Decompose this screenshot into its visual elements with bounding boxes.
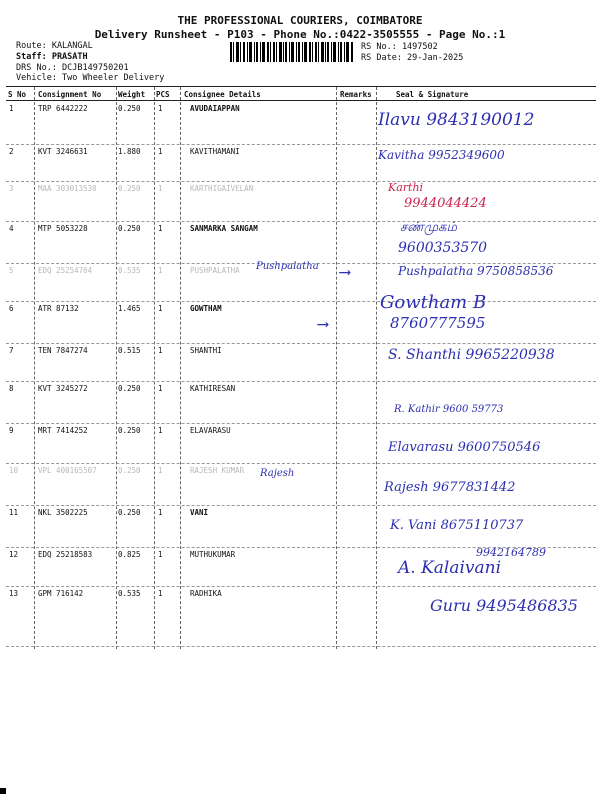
cell-pcs: 1	[158, 304, 163, 313]
cell-weight: 0.250	[118, 426, 141, 435]
cell-weight: 0.250	[118, 508, 141, 517]
row-divider	[6, 505, 596, 506]
cell-cons: MTP 5053228	[38, 224, 88, 233]
row-divider	[6, 586, 596, 587]
cell-weight: 0.250	[118, 104, 141, 113]
cell-weight: 1.465	[118, 304, 141, 313]
row-divider	[6, 381, 596, 382]
handwriting-16: K. Vani 8675110737	[390, 518, 524, 533]
cell-weight: 0.825	[118, 550, 141, 559]
handwriting-18: A. Kalaivani	[398, 558, 502, 578]
cell-weight: 0.535	[118, 266, 141, 275]
row-divider	[6, 181, 596, 182]
handwriting-14: Rajesh	[260, 468, 295, 479]
cell-name: KATHIRESAN	[190, 384, 236, 393]
col-consignee: Consignee Details	[184, 90, 261, 99]
runsheet-table	[6, 86, 596, 649]
handwriting-19: Guru 9495486835	[430, 596, 578, 615]
cell-sno: 13	[9, 589, 19, 598]
handwriting-15: Rajesh 9677831442	[384, 480, 516, 495]
cell-weight: 0.250	[118, 384, 141, 393]
col-pcs: PCS	[156, 90, 170, 99]
col-remarks: Remarks	[340, 90, 372, 99]
cell-cons: TEN 7847274	[38, 346, 88, 355]
cell-cons: VPL 400165507	[38, 466, 97, 475]
row-divider	[6, 343, 596, 344]
cell-sno: 7	[9, 346, 14, 355]
handwriting-17: 9942164789	[476, 546, 546, 559]
cell-name: SANMARKA SANGAM	[190, 224, 258, 233]
cell-sno: 5	[9, 266, 14, 275]
cell-weight: 0.250	[118, 224, 141, 233]
cell-pcs: 1	[158, 589, 163, 598]
cell-pcs: 1	[158, 147, 163, 156]
cell-sno: 10	[9, 466, 19, 475]
cell-cons: EDQ 25218583	[38, 550, 93, 559]
cell-weight: 0.535	[118, 589, 141, 598]
cell-cons: KVT 3246631	[38, 147, 88, 156]
cell-name: SHANTHI	[190, 346, 222, 355]
cell-sno: 12	[9, 550, 19, 559]
cell-pcs: 1	[158, 466, 163, 475]
handwriting-2: Kavitha 9952349600	[378, 148, 505, 162]
handwriting-12: R. Kathir 9600 59773	[394, 404, 504, 415]
cell-sno: 1	[9, 104, 14, 113]
cell-name: KARTHIGAIVELAN	[190, 184, 254, 193]
handwriting-3: Karthi	[388, 181, 424, 194]
cell-sno: 4	[9, 224, 14, 233]
row-divider	[6, 144, 596, 145]
arrow-icon: ⟶	[340, 262, 350, 281]
row-divider	[6, 646, 596, 647]
handwriting-5: சண்முகம்	[400, 220, 457, 235]
handwriting-6: 9600353570	[398, 240, 488, 256]
handwriting-4: 9944044424	[404, 196, 487, 211]
cell-weight: 0.515	[118, 346, 141, 355]
cell-name: ELAVARASU	[190, 426, 231, 435]
rs-date: RS Date: 29-Jan-2025	[361, 53, 464, 63]
cell-name: RAJESH KUMAR	[190, 466, 245, 475]
handwriting-7: Pushpalatha	[256, 261, 319, 272]
barcode-image	[230, 42, 355, 58]
cell-cons: GPM 716142	[38, 589, 84, 598]
cell-sno: 6	[9, 304, 14, 313]
route-label: Route: KALANGAL	[16, 41, 93, 51]
arrow-icon-2: ⟶	[318, 314, 328, 333]
handwriting-13: Elavarasu 9600750546	[388, 440, 541, 455]
col-sno: S No	[8, 90, 27, 99]
document-subtitle: Delivery Runsheet - P103 - Phone No.:0422-3505555 - Page No.:1	[94, 28, 506, 41]
handwriting-9: Gowtham B	[380, 292, 487, 313]
cell-weight: 1.880	[118, 147, 141, 156]
row-divider	[6, 423, 596, 424]
rs-number: RS No.: 1497502	[361, 42, 438, 52]
cell-cons: EDQ 25254764	[38, 266, 93, 275]
document-title: THE PROFESSIONAL COURIERS, COIMBATORE	[177, 14, 423, 27]
cell-cons: KVT 3245272	[38, 384, 88, 393]
handwriting-8: Pushpalatha 9750858536	[398, 264, 554, 278]
cell-pcs: 1	[158, 184, 163, 193]
cell-pcs: 1	[158, 426, 163, 435]
handwriting-10: 8760777595	[390, 314, 486, 332]
cell-pcs: 1	[158, 346, 163, 355]
cell-cons: NKL 3502225	[38, 508, 88, 517]
cell-cons: MRT 7414252	[38, 426, 88, 435]
cell-name: KAVITHAMANI	[190, 147, 240, 156]
cell-name: AVUDAIAPPAN	[190, 104, 240, 113]
drs-label: DRS No.: DCJB149750201	[16, 63, 129, 73]
staff-label: Staff: PRASATH	[16, 52, 88, 62]
cell-pcs: 1	[158, 550, 163, 559]
cell-weight: 0.250	[118, 466, 141, 475]
cell-weight: 0.250	[118, 184, 141, 193]
cell-name: PUSHPALATHA	[190, 266, 240, 275]
cell-pcs: 1	[158, 266, 163, 275]
cell-name: GOWTHAM	[190, 304, 222, 313]
cell-pcs: 1	[158, 508, 163, 517]
col-seal: Seal & Signature	[396, 90, 469, 99]
cell-name: MUTHUKUMAR	[190, 550, 236, 559]
row-divider	[6, 301, 596, 302]
cell-pcs: 1	[158, 384, 163, 393]
cell-name: RADHIKA	[190, 589, 222, 598]
col-weight: Weight	[118, 90, 146, 99]
page-corner-mark	[0, 788, 6, 794]
handwriting-11: S. Shanthi 9965220938	[388, 347, 555, 363]
cell-sno: 9	[9, 426, 14, 435]
row-divider	[6, 221, 596, 222]
cell-name: VANI	[190, 508, 209, 517]
cell-cons: TRP 6442222	[38, 104, 88, 113]
cell-sno: 8	[9, 384, 14, 393]
cell-sno: 11	[9, 508, 19, 517]
vehicle-label: Vehicle: Two Wheeler Delivery	[16, 73, 165, 83]
cell-sno: 3	[9, 184, 14, 193]
cell-cons: MAA 303013530	[38, 184, 97, 193]
cell-pcs: 1	[158, 104, 163, 113]
cell-cons: ATR 87132	[38, 304, 79, 313]
cell-sno: 2	[9, 147, 14, 156]
col-consignment: Consignment No	[38, 90, 102, 99]
row-divider	[6, 463, 596, 464]
handwriting-1: Ilavu 9843190012	[378, 110, 535, 130]
cell-pcs: 1	[158, 224, 163, 233]
